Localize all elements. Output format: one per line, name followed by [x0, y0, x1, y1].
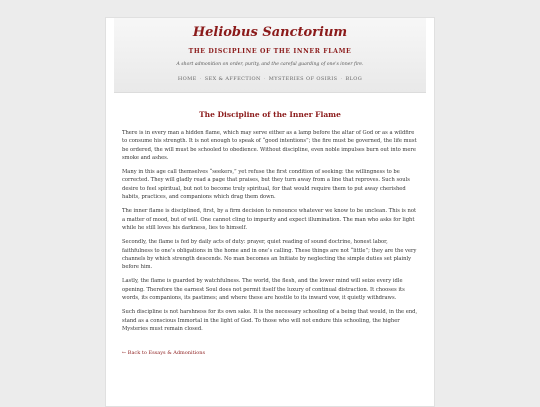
article-content	[106, 110, 434, 358]
page-container	[105, 17, 435, 407]
article-paragraph: There is in every man a hidden flame, which may serve either as a lamp before the altar of God or as a wildfire to consume his strength. It is not enough to speak of “good intentions”; the fire must be governed, the life must be ordered, the will must be schooled to obedience. Without discipline, even noble impulses burn out into mere smoke and ashes.	[122, 130, 417, 161]
nav-separator: ·	[340, 76, 343, 82]
site-tagline: A short admonition on order, purity, and the careful guarding of one's inner fire.	[176, 62, 364, 67]
article-paragraph: The inner flame is disciplined, first, by a firm decision to renounce whatever we know to be unclean. This is not a matter of mood, but of will. One cannot cling to impurity and expect illumination. The man who asks for light while he still loves his darkness, lies to himself.	[122, 208, 417, 231]
site-subtitle: THE DISCIPLINE OF THE INNER FLAME	[188, 48, 352, 55]
article-paragraph: Secondly, the flame is fed by daily acts of duty: prayer, quiet reading of sound doctrine, honest labor, faithfulness to one’s obligations in the home and in one’s calling. These things are not “little”; they are the very channels by which strength descends. No man becomes an Initiate by neglecting the simple duties set plainly before him.	[122, 239, 417, 271]
site-header	[114, 18, 426, 93]
main-nav	[114, 76, 426, 82]
nav-item-mysteries-of-osiris[interactable]: MYSTERIES OF OSIRIS	[268, 76, 338, 82]
nav-separator: ·	[199, 76, 202, 82]
site-title[interactable]: Heliobus Sanctorium	[192, 25, 348, 40]
back-to-essays-link[interactable]: ← Back to Essays & Admonitions	[122, 350, 206, 357]
article-paragraph: Lastly, the flame is guarded by watchfulness. The world, the flesh, and the lower mind will seize every idle opening. Therefore the earnest Soul does not permit itself the luxury of continual distraction. It chooses its words, its companions, its pastimes; and where these are hostile to its inward vow, it quietly withdraws.	[122, 278, 405, 302]
nav-item-home[interactable]: HOME	[177, 76, 197, 82]
article-paragraph: Such discipline is not harshness for its own sake. It is the necessary schooling of a being that would, in the end, stand as a conscious Immortal in the light of God. To those who will not endure this schooling, the higher Mysteries must remain closed.	[122, 309, 418, 332]
article-title: The Discipline of the Inner Flame	[199, 110, 341, 119]
article-paragraph: Many in this age call themselves “seekers,” yet refuse the first condition of seeking: the willingness to be corrected. They will gladly read a page that praises, but they turn away from a line that reproves. Such souls desire to feel spiritual, but not to become truly spiritual, for that would require them to put away cherished habits, practices, and companions which drag them down.	[122, 169, 410, 201]
nav-item-sex-affection[interactable]: SEX & AFFECTION	[204, 76, 261, 82]
nav-item-blog[interactable]: BLOG	[345, 76, 363, 82]
nav-separator: ·	[263, 76, 266, 82]
